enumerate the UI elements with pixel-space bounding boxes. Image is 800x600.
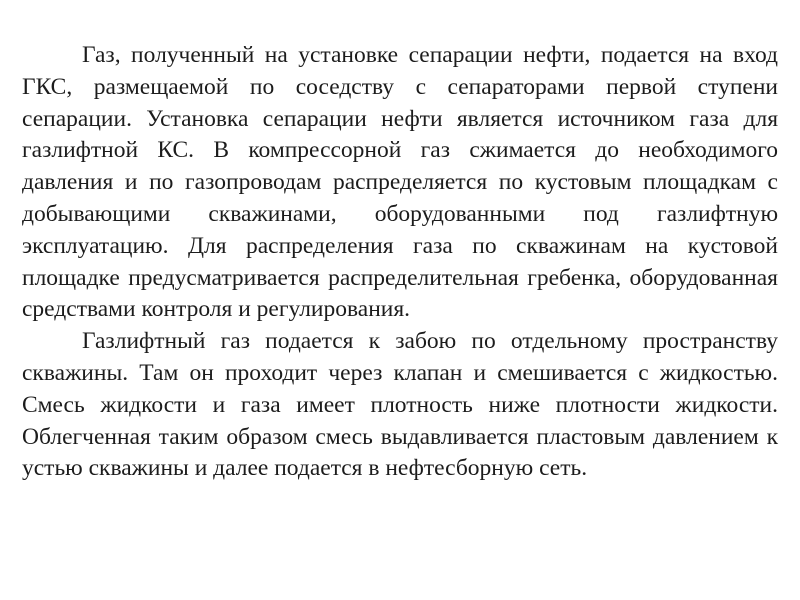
document-body	[22, 40, 778, 485]
paragraph-gas-separation: Газ, полученный на установке сепарации нефти, подается на вход ГКС, размещаемой по соседству с сепараторами первой ступени сепарации. Установка сепарации нефти является источником газа для газлифтной КС. В компрессорной газ сжимается до необходимого давления и по газопроводам распределяется по кустовым площадкам с добывающими скважинами, оборудованными под газлифтную эксплуатацию. Для распределения газа по скважинам на кустовой площадке предусматривается распределительная гребенка, оборудованная средствами контроля и регулирования.	[22, 42, 778, 323]
paragraph-gaslift-process: Газлифтный газ подается к забою по отдельному пространству скважины. Там он проходит через клапан и смешивается с жидкостью. Смесь жидкости и газа имеет плотность ниже плотности жидкости. Облегченная таким образом смесь выдавливается пластовым давлением к устью скважины и далее подается в нефтесборную сеть.	[22, 328, 778, 482]
